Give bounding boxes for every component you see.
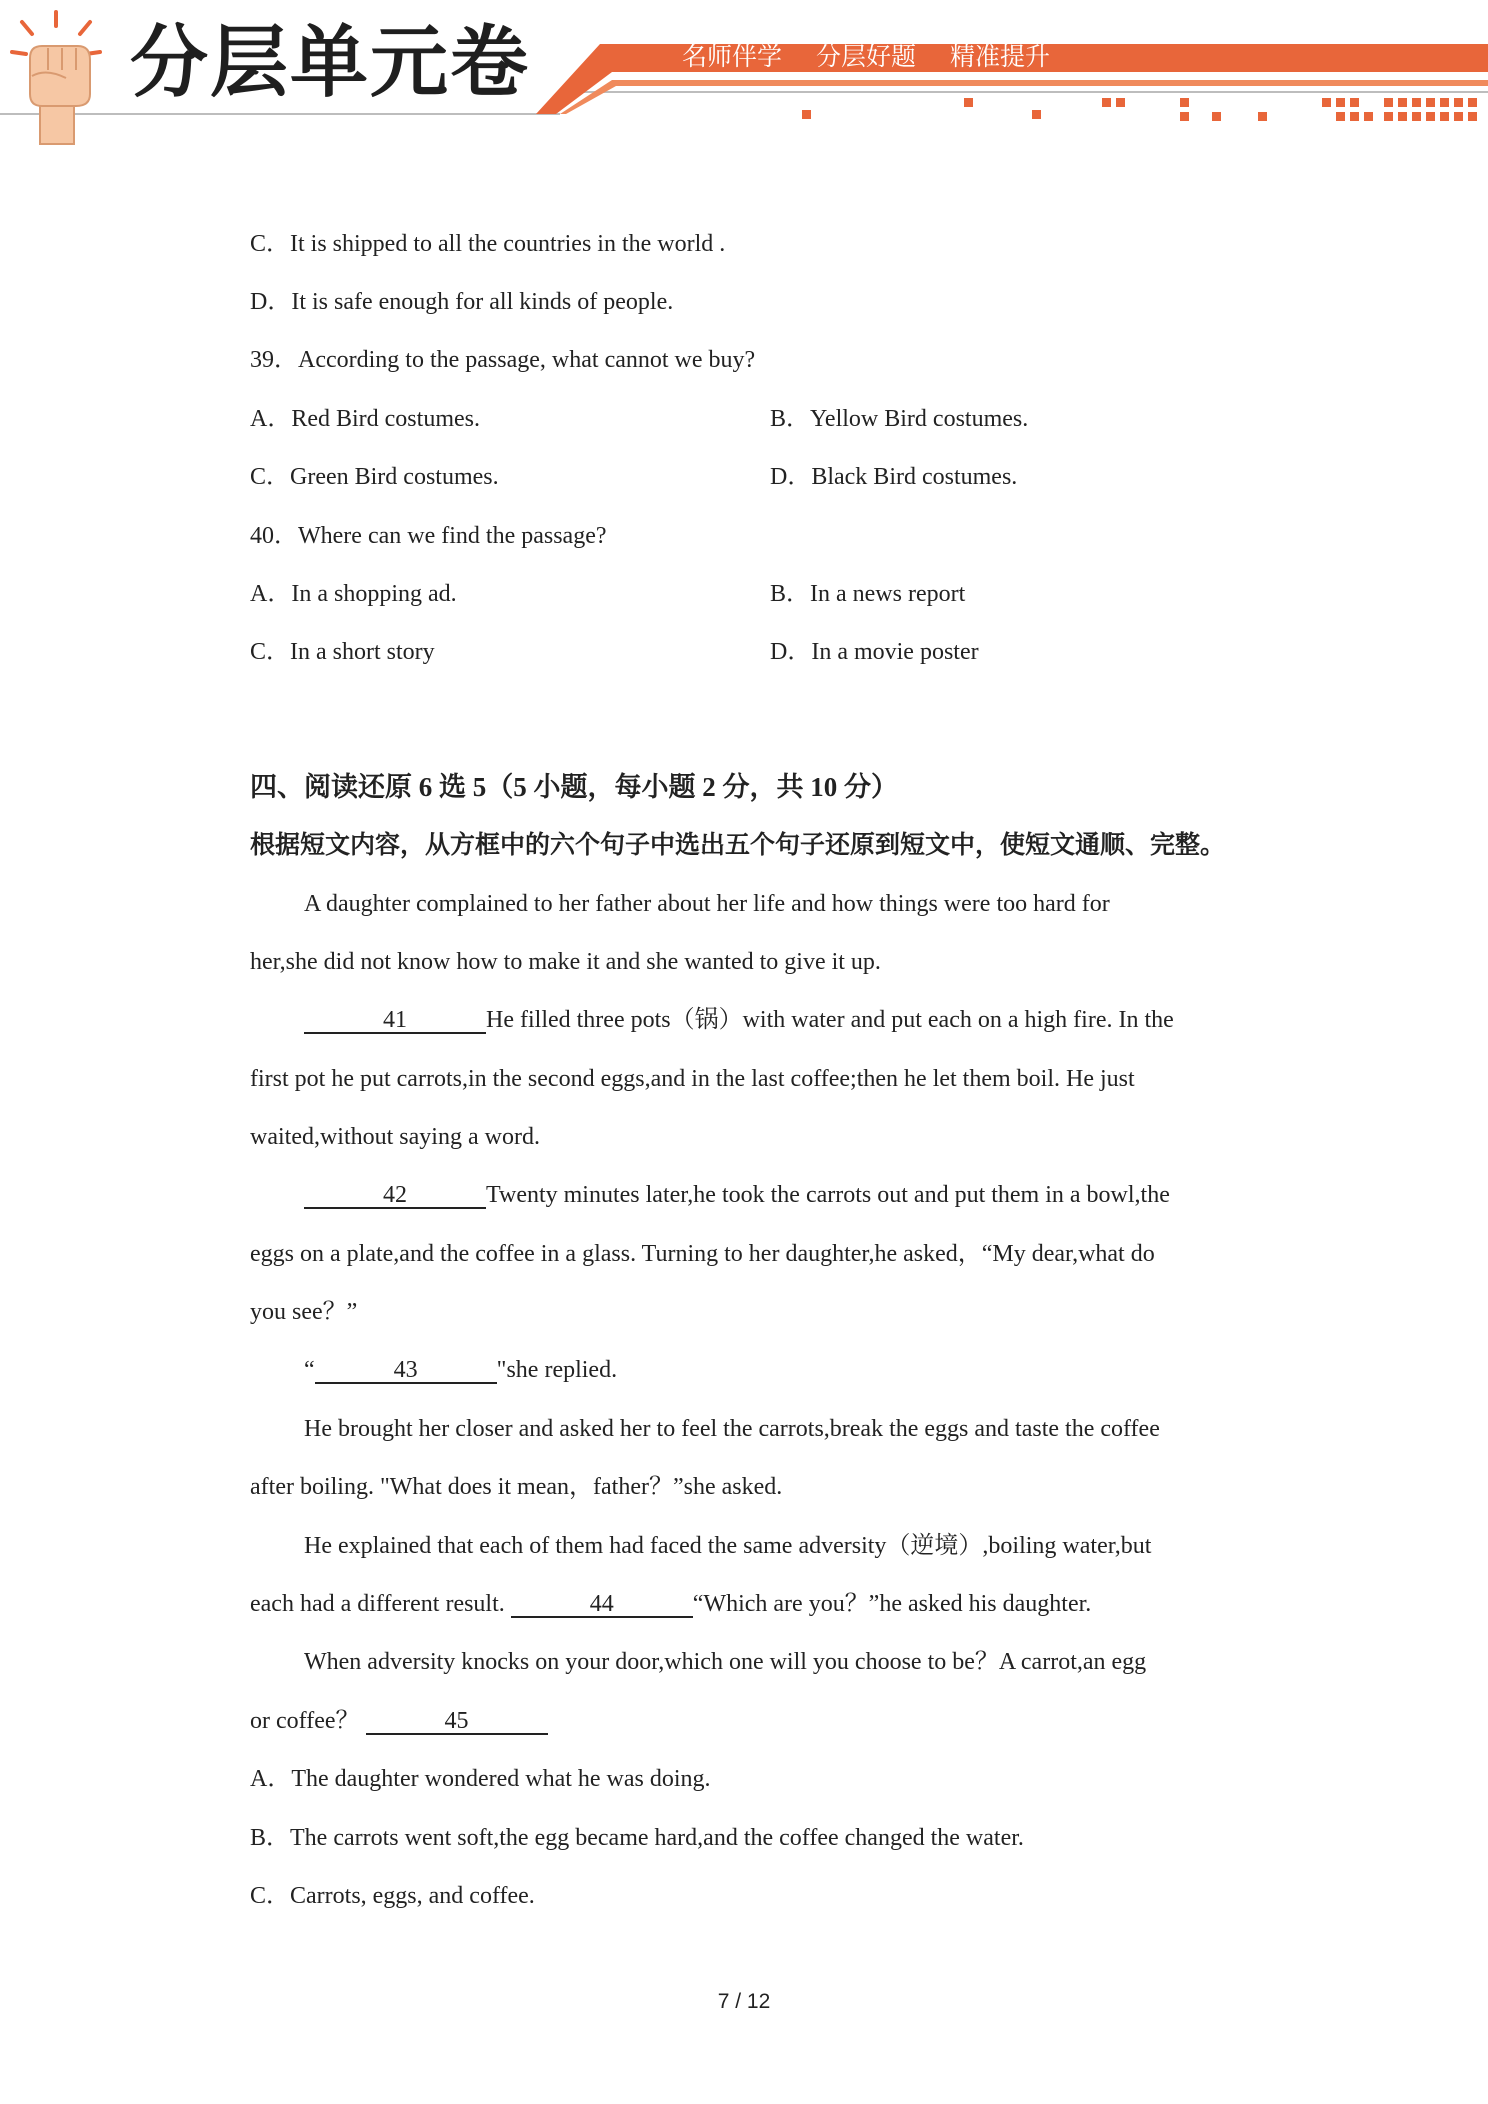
q40-option-d: D．In a movie poster [770,639,979,665]
passage-text: He filled three pots（锅）with water and put each on a high fire. In the [486,1007,1174,1033]
q40-option-a: A．In a shopping ad. [250,581,457,607]
slogan-1: 名师伴学 [682,42,783,71]
passage-text: "she replied. [496,1357,618,1383]
quote-open: “ [304,1357,315,1383]
blank-42[interactable]: 42 [304,1183,486,1209]
q39-question: 39．According to the passage, what cannot we buy? [250,347,756,373]
passage-line [250,1592,1091,1618]
passage-line: her,she did not know how to make it and she wanted to give it up. [250,949,881,975]
passage-line: waited,without saying a word. [250,1124,540,1150]
header-slogans [682,44,1076,69]
passage-line: He brought her closer and asked her to feel the carrots,break the eggs and taste the coffee [304,1416,1160,1442]
slogan-3: 精准提升 [949,42,1050,71]
passage-line [304,1358,617,1384]
q38-option-c: C．It is shipped to all the countries in the world . [250,231,726,257]
q39-option-c: C．Green Bird costumes. [250,464,499,490]
blank-43[interactable]: 43 [315,1358,497,1384]
section-title: 四、阅读还原 6 选 5（5 小题，每小题 2 分，共 10 分） [250,772,898,802]
q40-question: 40．Where can we find the passage? [250,523,607,549]
passage-line: eggs on a plate,and the coffee in a glass. Turning to her daughter,he asked，“My dear,what do [250,1241,1155,1267]
choice-c: C．Carrots, eggs, and coffee. [250,1883,535,1909]
q40-option-c: C．In a short story [250,639,435,665]
q39-option-d: D．Black Bird costumes. [770,464,1018,490]
blank-45[interactable]: 45 [366,1709,548,1735]
passage-line: after boiling. "What does it mean，father？”she asked. [250,1474,783,1500]
passage-line [250,1709,548,1735]
passage-line: first pot he put carrots,in the second eggs,and in the last coffee;then he let them boil. He just [250,1066,1135,1092]
q39-option-a: A．Red Bird costumes. [250,406,480,432]
passage-text: or coffee？ [250,1708,360,1734]
q40-option-b: B．In a news report [770,581,966,607]
q38-option-d: D．It is safe enough for all kinds of people. [250,289,674,315]
passage-text: Twenty minutes later,he took the carrots out and put them in a bowl,the [486,1182,1170,1208]
page-number: 7 / 12 [717,1990,771,2013]
passage-text: “Which are you？”he asked his daughter. [692,1591,1092,1617]
choice-a: A．The daughter wondered what he was doing. [250,1766,711,1792]
section-instruction: 根据短文内容，从方框中的六个句子中选出五个句子还原到短文中，使短文通顺、完整。 [250,832,1226,859]
passage-text: each had a different result. [250,1591,505,1617]
page-header [0,0,1488,150]
brand-title: 分层单元卷 [130,18,531,108]
blank-41[interactable]: 41 [304,1008,486,1034]
choice-b: B．The carrots went soft,the egg became hard,and the coffee changed the water. [250,1825,1024,1851]
passage-line: you see？” [250,1299,358,1325]
passage-line [304,1183,1170,1209]
passage-line: A daughter complained to her father about her life and how things were too hard for [304,891,1110,917]
raised-fist-icon [6,8,116,148]
passage-line: When adversity knocks on your door,which one will you choose to be？A carrot,an egg [304,1649,1147,1675]
slogan-2: 分层好题 [815,42,916,71]
passage-line: He explained that each of them had faced the same adversity（逆境）,boiling water,but [304,1533,1152,1559]
blank-44[interactable]: 44 [511,1592,693,1618]
passage-line [304,1008,1174,1034]
q39-option-b: B．Yellow Bird costumes. [770,406,1029,432]
